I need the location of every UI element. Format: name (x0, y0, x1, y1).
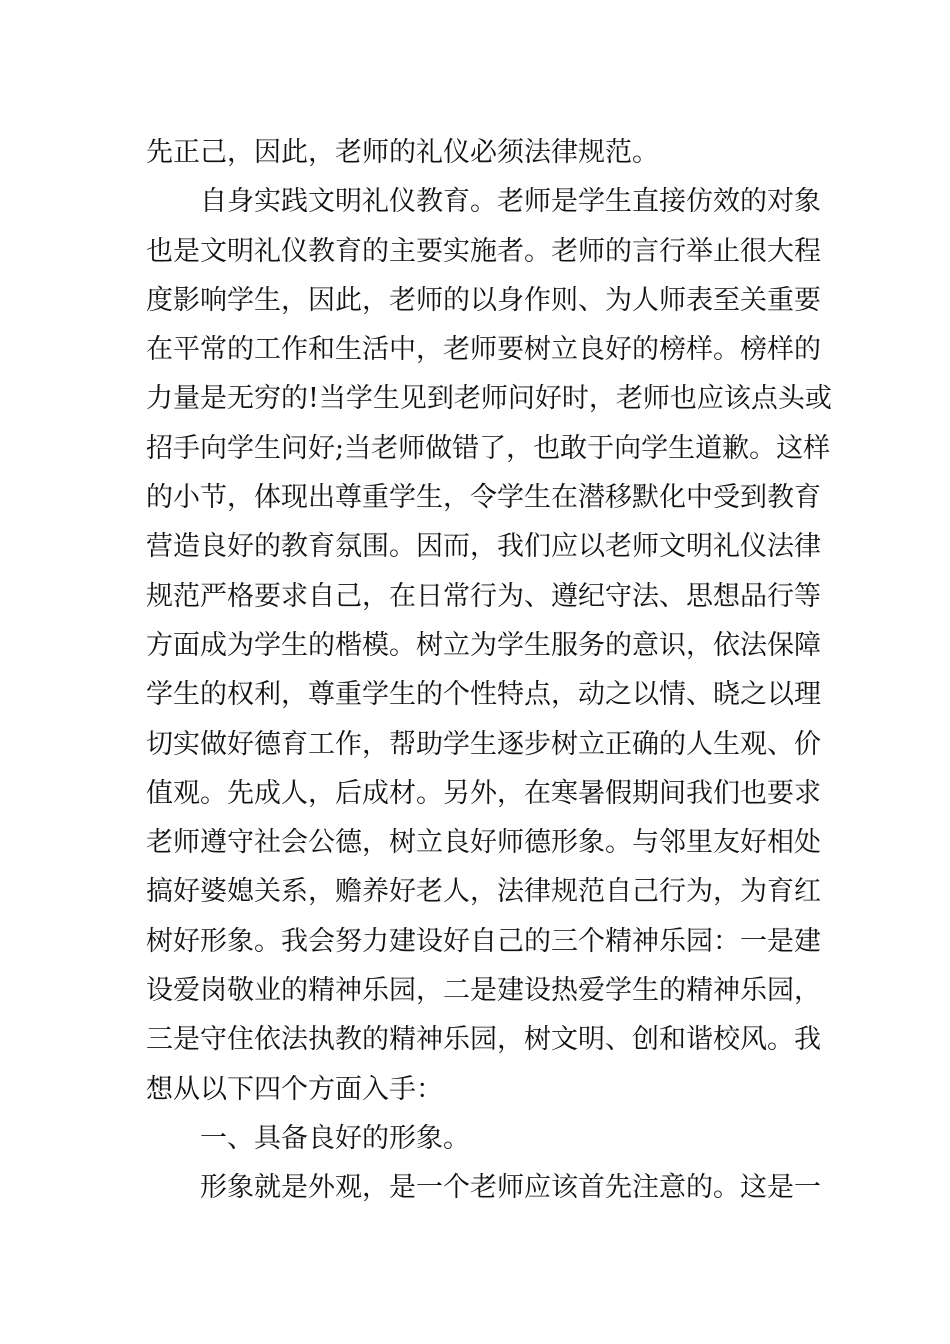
text-line: 度影响学生，因此，老师的以身作则、为人师表至关重要 (146, 284, 821, 316)
text-line: 方面成为学生的楷模。树立为学生服务的意识，依法保障 (146, 629, 821, 661)
text-line: 想从以下四个方面入手： (146, 1073, 443, 1105)
text-line: 营造良好的教育氛围。因而，我们应以老师文明礼仪法律 (146, 531, 821, 563)
text-line: 的小节，体现出尊重学生，令学生在潜移默化中受到教育 (146, 482, 821, 514)
section-heading: 一、具备良好的形象。 (200, 1122, 470, 1154)
text-line: 力量是无穷的!当学生见到老师问好时，老师也应该点头或 (146, 383, 832, 415)
text-line: 也是文明礼仪教育的主要实施者。老师的言行举止很大程 (146, 235, 821, 267)
text-line: 学生的权利，尊重学生的个性特点，动之以情、晓之以理 (146, 679, 821, 711)
text-line: 老师遵守社会公德，树立良好师德形象。与邻里友好相处 (146, 827, 821, 859)
text-line: 切实做好德育工作，帮助学生逐步树立正确的人生观、价 (146, 728, 821, 760)
text-line: 在平常的工作和生活中，老师要树立良好的榜样。榜样的 (146, 334, 821, 366)
text-line: 树好形象。我会努力建设好自己的三个精神乐园：一是建 (146, 925, 821, 957)
paragraph-first-line: 自身实践文明礼仪教育。老师是学生直接仿效的对象 (200, 186, 821, 218)
paragraph-first-line: 形象就是外观，是一个老师应该首先注意的。这是一 (200, 1172, 821, 1204)
text-line: 先正己，因此，老师的礼仪必须法律规范。 (146, 137, 659, 168)
text-line: 招手向学生问好;当老师做错了，也敢于向学生道歉。这样 (146, 432, 831, 464)
text-line: 设爱岗敬业的精神乐园，二是建设热爱学生的精神乐园， (146, 975, 821, 1007)
body-text (146, 128, 832, 1213)
text-line: 值观。先成人，后成材。另外，在寒暑假期间我们也要求 (146, 777, 821, 809)
text-line: 搞好婆媳关系，赡养好老人，法律规范自己行为，为育红 (146, 876, 821, 908)
text-line: 三是守住依法执教的精神乐园，树文明、创和谐校风。我 (146, 1024, 821, 1056)
text-line: 规范严格要求自己，在日常行为、遵纪守法、思想品行等 (146, 580, 821, 612)
